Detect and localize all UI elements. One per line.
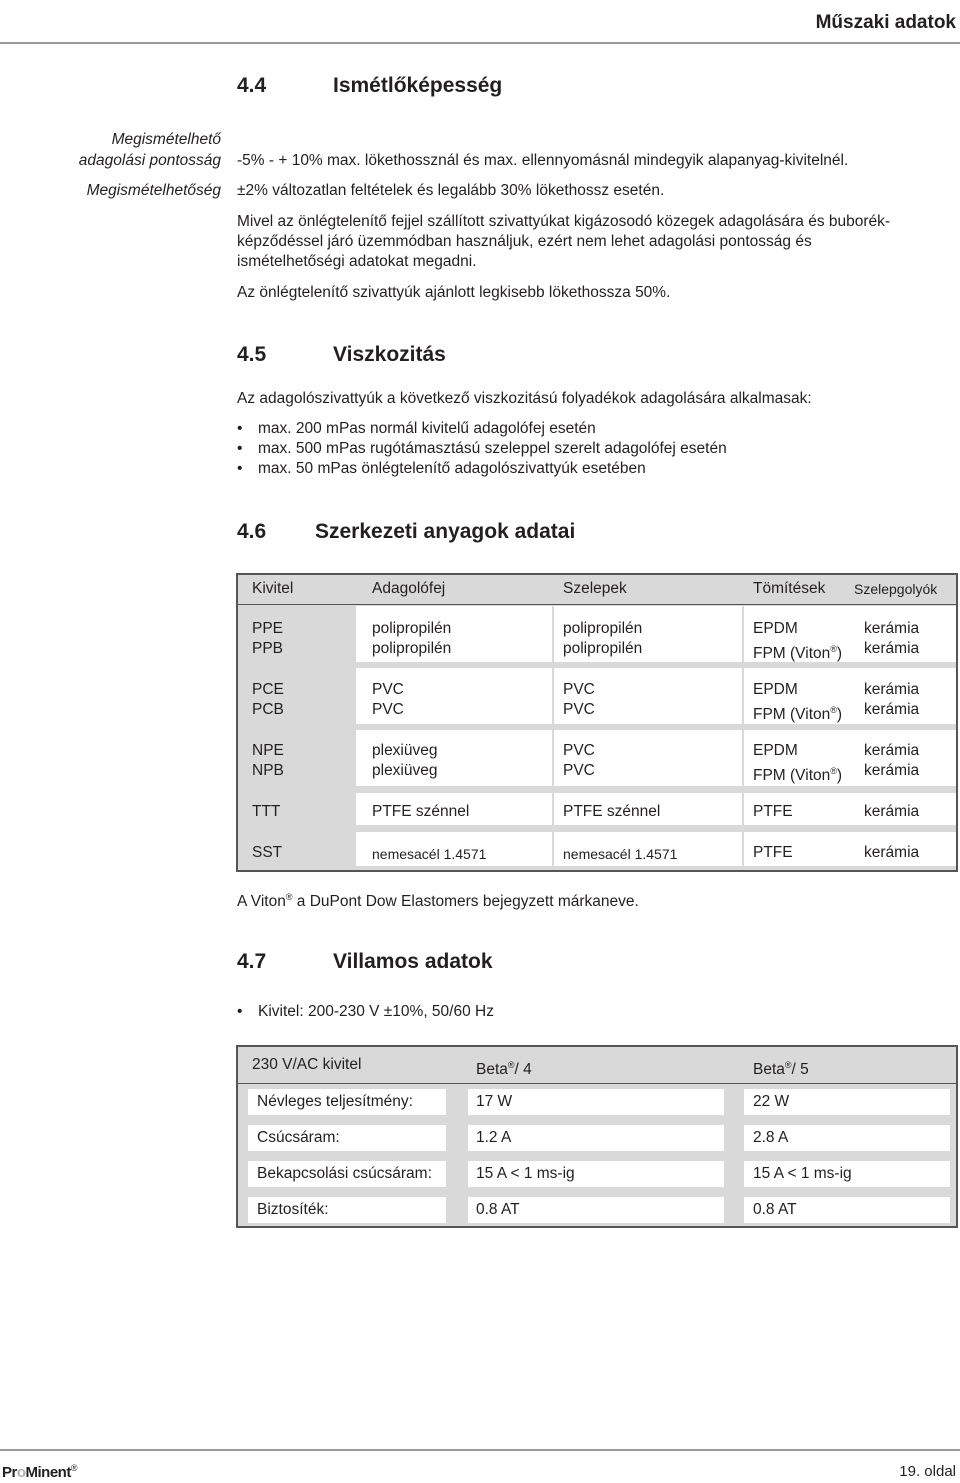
cell-line: polipropilén [372, 620, 452, 637]
table-cell: PTFE szénnel [372, 803, 470, 820]
cell-line: PVC [563, 742, 595, 759]
table-cell [252, 680, 284, 720]
cell-line: PCE [252, 681, 284, 698]
label-repeat-dosing-accuracy [79, 129, 221, 171]
cell-line [753, 700, 842, 725]
prominent-logo [2, 1463, 77, 1481]
section-4-6-heading [237, 520, 576, 544]
cell-line: PVC [372, 681, 404, 698]
column-header: Szelepgolyók [854, 581, 938, 597]
table-cell: kerámia [864, 844, 920, 861]
cell-line: kerámia [864, 640, 920, 657]
paragraph-self-venting [237, 212, 890, 272]
table-cell [372, 741, 438, 781]
cell-line: kerámia [864, 681, 920, 698]
column-header: Tömítések [753, 580, 826, 597]
column-header [476, 1055, 532, 1080]
cell-text: FPM (Viton [753, 706, 831, 723]
section-title: Viszkozitás [333, 343, 446, 366]
cell-line [753, 761, 842, 786]
registered-mark: ® [784, 1060, 792, 1070]
list-item-text: max. 200 mPas normál kivitelű adagolófej esetén [258, 420, 596, 437]
section-number: 4.5 [237, 343, 267, 366]
table-cell [563, 680, 595, 720]
header-text: Beta [753, 1061, 785, 1078]
cell-text: ) [836, 767, 843, 784]
electrical-table [236, 1045, 958, 1228]
table-cell: 15 A < 1 ms-ig [476, 1165, 575, 1182]
cell-line: PVC [563, 762, 595, 779]
label-line: Megismételhető [111, 131, 221, 148]
electrical-list [237, 1002, 494, 1022]
section-number: 4.6 [237, 520, 267, 543]
table-cell: PTFE [753, 803, 793, 820]
registered-mark: ® [830, 766, 837, 776]
table-cell [864, 619, 919, 659]
row-label: Bekapcsolási csúcsáram: [257, 1165, 432, 1182]
table-cell: kerámia [864, 803, 920, 820]
section-title: Villamos adatok [333, 950, 493, 973]
table-cell [372, 680, 404, 720]
column-header [753, 1055, 809, 1080]
row-label: Biztosíték: [257, 1201, 329, 1218]
list-item [237, 419, 727, 439]
section-number: 4.4 [237, 74, 267, 97]
table-cell: 22 W [753, 1093, 790, 1110]
cell-line: NPE [252, 742, 284, 759]
header-text: / 4 [514, 1061, 532, 1078]
table-cell: 15 A < 1 ms-ig [753, 1165, 852, 1182]
label-line: adagolási pontosság [78, 152, 221, 169]
viton-note [237, 887, 639, 912]
logo-text: Minent [25, 1464, 71, 1481]
cell-line: kerámia [864, 620, 920, 637]
cell-line: PVC [563, 701, 595, 718]
column-header: Kivitel [252, 580, 294, 597]
section-4-4-heading [237, 74, 503, 98]
cell-line: plexiüveg [372, 762, 438, 779]
section-4-5-heading [237, 343, 446, 367]
cell-line: kerámia [864, 701, 920, 718]
bullet: • [237, 420, 243, 437]
section-4-7-heading [237, 950, 493, 974]
table-cell [372, 619, 451, 659]
row-label: Névleges teljesítmény: [257, 1093, 413, 1110]
list-item-text: max. 500 mPas rugótámasztású szeleppel szerelt adagolófej esetén [258, 440, 727, 457]
table-cell [864, 680, 919, 720]
table-cell: 1.2 A [476, 1129, 512, 1146]
table-cell: 0.8 AT [476, 1201, 520, 1218]
label-repeatability: Megismételhetőség [86, 182, 221, 199]
registered-mark: ® [70, 1463, 77, 1473]
cell-text: FPM (Viton [753, 645, 831, 662]
cell-line: PVC [563, 681, 595, 698]
table-cell [563, 741, 595, 781]
cell-line: PCB [252, 701, 284, 718]
table-header-row [238, 1047, 956, 1084]
header-text: Beta [476, 1061, 508, 1078]
registered-mark: ® [830, 644, 837, 654]
table-cell [753, 619, 842, 664]
table-cell [753, 680, 842, 725]
header-text: / 5 [791, 1061, 809, 1078]
running-header-title: Műszaki adatok [815, 12, 956, 33]
cell-line: EPDM [753, 681, 798, 698]
section-number: 4.7 [237, 950, 267, 973]
registered-mark: ® [507, 1060, 515, 1070]
bullet: • [237, 440, 243, 457]
cell-text: FPM (Viton [753, 767, 831, 784]
list-item [237, 439, 727, 459]
page-number: 19. oldal [899, 1463, 956, 1480]
table-cell [252, 741, 284, 781]
table-cell: TTT [252, 803, 281, 820]
materials-table [236, 573, 958, 872]
cell-line: polipropilén [372, 640, 452, 657]
cell-line: NPB [252, 762, 284, 779]
footer-divider [0, 1449, 960, 1451]
registered-mark: ® [830, 705, 837, 715]
list-item-text: Kivitel: 200-230 V ±10%, 50/60 Hz [258, 1003, 494, 1020]
section-title: Ismétlőképesség [333, 74, 503, 97]
paragraph-line: képződéssel járó üzemmódban használjuk, ezért nem lehet adagolási pontosság és [237, 233, 812, 250]
column-header: Adagolófej [372, 580, 446, 597]
paragraph-line: Mivel az önlégtelenítő fejjel szállított szivattyúkat kigázosodó közegek adagolására és buborék- [237, 213, 891, 230]
list-item [237, 459, 727, 479]
header-divider [0, 42, 960, 44]
table-cell: nemesacél 1.4571 [372, 846, 487, 862]
table-cell: 17 W [476, 1093, 513, 1110]
logo-text: o [16, 1464, 26, 1481]
cell-line: kerámia [864, 762, 920, 779]
section-title: Szerkezeti anyagok adatai [315, 520, 576, 543]
table-cell: nemesacél 1.4571 [563, 846, 678, 862]
table-header-row [238, 575, 956, 605]
cell-text: ) [836, 706, 843, 723]
table-cell [753, 741, 842, 786]
cell-line: kerámia [864, 742, 920, 759]
note-text: a DuPont Dow Elastomers bejegyzett márkaneve. [292, 893, 639, 910]
viscosity-list [237, 419, 727, 479]
bullet: • [237, 460, 243, 477]
table-cell [563, 619, 642, 659]
paragraph-min-stroke: Az önlégtelenítő szivattyúk ajánlott legkisebb lökethossza 50%. [237, 284, 671, 301]
table-cell: PTFE szénnel [563, 803, 661, 820]
cell-line: EPDM [753, 742, 798, 759]
cell-line: PPB [252, 640, 284, 657]
column-header: 230 V/AC kivitel [252, 1056, 362, 1073]
table-cell [252, 619, 283, 659]
table-cell: 0.8 AT [753, 1201, 797, 1218]
table-cell: SST [252, 844, 283, 861]
value-repeatability: ±2% változatlan feltételek és legalább 30% lökethossz esetén. [237, 182, 665, 199]
table-cell: PTFE [753, 844, 793, 861]
cell-line: PPE [252, 620, 284, 637]
table-cell [864, 741, 919, 781]
cell-line: plexiüveg [372, 742, 438, 759]
cell-line: polipropilén [563, 620, 643, 637]
cell-text: ) [836, 645, 843, 662]
list-item [237, 1002, 494, 1022]
list-item-text: max. 50 mPas önlégtelenítő adagolószivattyúk esetében [258, 460, 646, 477]
note-text: A Viton [237, 893, 286, 910]
cell-line: polipropilén [563, 640, 643, 657]
registered-mark: ® [285, 892, 293, 902]
logo-text: Pr [2, 1464, 17, 1481]
value-repeat-dosing-accuracy: -5% - + 10% max. lökethossznál és max. ellennyomásnál mindegyik alapanyag-kivitelnél. [237, 152, 849, 169]
cell-line: EPDM [753, 620, 798, 637]
column-header: Szelepek [563, 580, 627, 597]
paragraph-line: ismételhetőségi adatokat megadni. [237, 253, 477, 270]
cell-line [753, 639, 842, 664]
viscosity-intro: Az adagolószivattyúk a következő viszkozitású folyadékok adagolására alkalmasak: [237, 390, 812, 407]
table-cell: 2.8 A [753, 1129, 789, 1146]
bullet: • [237, 1003, 243, 1020]
cell-line: PVC [372, 701, 404, 718]
row-label: Csúcsáram: [257, 1129, 340, 1146]
